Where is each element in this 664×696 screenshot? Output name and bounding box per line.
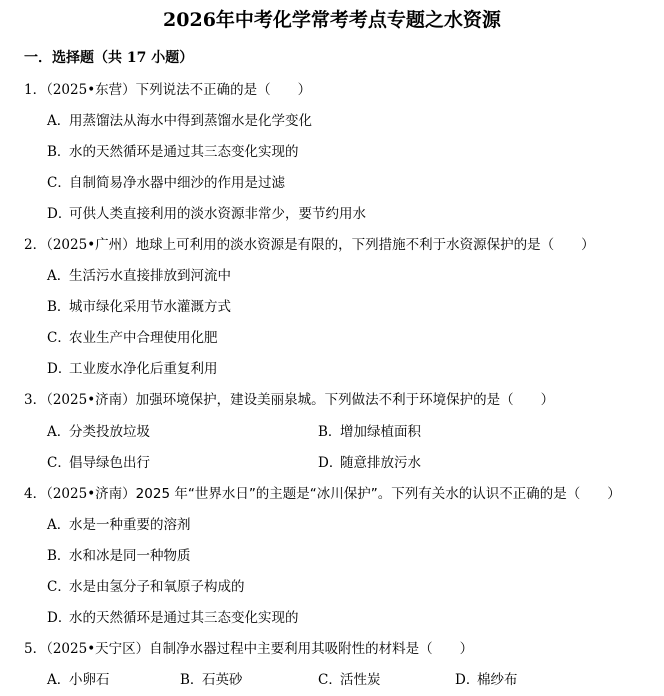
question-5 [24, 639, 473, 659]
option-letter: B． [318, 424, 342, 440]
option-letter: A． [47, 517, 71, 533]
question-stem: 加强环境保护，建设美丽泉城。下列做法不利于环境保护的是（ ） [135, 392, 555, 408]
option-text: 活性炭 [340, 672, 381, 688]
option-letter: D． [455, 672, 480, 688]
option-letter: B． [47, 144, 71, 160]
option-letter: B． [47, 299, 71, 315]
option-2c [47, 328, 218, 348]
option-text: 用蒸馏法从海水中得到蒸馏水是化学变化 [69, 113, 312, 129]
option-text: 棉纱布 [477, 672, 518, 688]
option-5c [318, 670, 381, 690]
option-letter: A． [47, 424, 71, 440]
option-5d [455, 670, 518, 690]
option-letter: C． [318, 672, 342, 688]
question-source: （2025•济南） [46, 486, 136, 502]
option-letter: D． [318, 455, 343, 471]
option-text: 农业生产中合理使用化肥 [69, 330, 218, 346]
question-stem: 下列说法不正确的是（ ） [135, 82, 312, 98]
question-number: 1． [24, 82, 47, 98]
question-stem: 自制净水器过程中主要利用其吸附性的材料是（ ） [149, 641, 474, 657]
question-3 [24, 390, 554, 410]
question-2 [24, 235, 595, 255]
option-text: 倡导绿色出行 [69, 455, 150, 471]
option-text: 水和冰是同一种物质 [69, 548, 191, 564]
option-1a [47, 111, 312, 131]
option-text: 自制简易净水器中细沙的作用是过滤 [69, 175, 285, 191]
option-text: 水的天然循环是通过其三态变化实现的 [69, 144, 299, 160]
option-4d [47, 608, 299, 628]
option-2d [47, 359, 218, 379]
option-1c [47, 173, 285, 193]
option-3a [47, 422, 150, 442]
option-letter: C． [47, 330, 71, 346]
question-source: （2025•广州） [46, 237, 136, 253]
option-2b [47, 297, 231, 317]
question-source: （2025•天宁区） [46, 641, 150, 657]
option-letter: C． [47, 579, 71, 595]
option-3c [47, 453, 150, 473]
option-text: 小卵石 [69, 672, 110, 688]
option-text: 石英砂 [202, 672, 243, 688]
option-4a [47, 515, 191, 535]
option-letter: A． [47, 672, 71, 688]
option-letter: A． [47, 113, 71, 129]
option-letter: A． [47, 268, 71, 284]
question-stem: 地球上可利用的淡水资源是有限的，下列措施不利于水资源保护的是（ ） [135, 237, 595, 253]
option-letter: C． [47, 455, 71, 471]
option-4c [47, 577, 245, 597]
question-source: （2025•东营） [46, 82, 136, 98]
question-stem: 2025 年“世界水日”的主题是“冰川保护”。下列有关水的认识不正确的是（ ） [135, 486, 621, 502]
question-number: 4． [24, 486, 47, 502]
question-number: 2． [24, 237, 47, 253]
question-4 [24, 484, 621, 504]
option-3d [318, 453, 421, 473]
question-1 [24, 80, 311, 100]
question-number: 3． [24, 392, 47, 408]
option-text: 城市绿化采用节水灌溉方式 [69, 299, 231, 315]
option-letter: B． [180, 672, 204, 688]
option-4b [47, 546, 191, 566]
option-3b [318, 422, 421, 442]
option-text: 水是由氢分子和氧原子构成的 [69, 579, 245, 595]
option-letter: D． [47, 206, 72, 222]
document-title: 2026年中考化学常考考点专题之水资源 [163, 9, 501, 31]
option-text: 随意排放污水 [340, 455, 421, 471]
option-letter: B． [47, 548, 71, 564]
option-5a [47, 670, 110, 690]
option-text: 生活污水直接排放到河流中 [69, 268, 231, 284]
option-letter: C． [47, 175, 71, 191]
question-source: （2025•济南） [46, 392, 136, 408]
section-heading: 一．选择题（共 17 小题） [24, 50, 194, 66]
question-number: 5． [24, 641, 47, 657]
option-text: 可供人类直接利用的淡水资源非常少，要节约用水 [69, 206, 366, 222]
option-text: 工业废水净化后重复利用 [69, 361, 218, 377]
option-text: 水是一种重要的溶剂 [69, 517, 191, 533]
option-2a [47, 266, 231, 286]
option-text: 水的天然循环是通过其三态变化实现的 [69, 610, 299, 626]
option-1b [47, 142, 299, 162]
option-5b [180, 670, 243, 690]
option-letter: D． [47, 361, 72, 377]
option-text: 增加绿植面积 [340, 424, 421, 440]
option-text: 分类投放垃圾 [69, 424, 150, 440]
option-letter: D． [47, 610, 72, 626]
option-1d [47, 204, 366, 224]
